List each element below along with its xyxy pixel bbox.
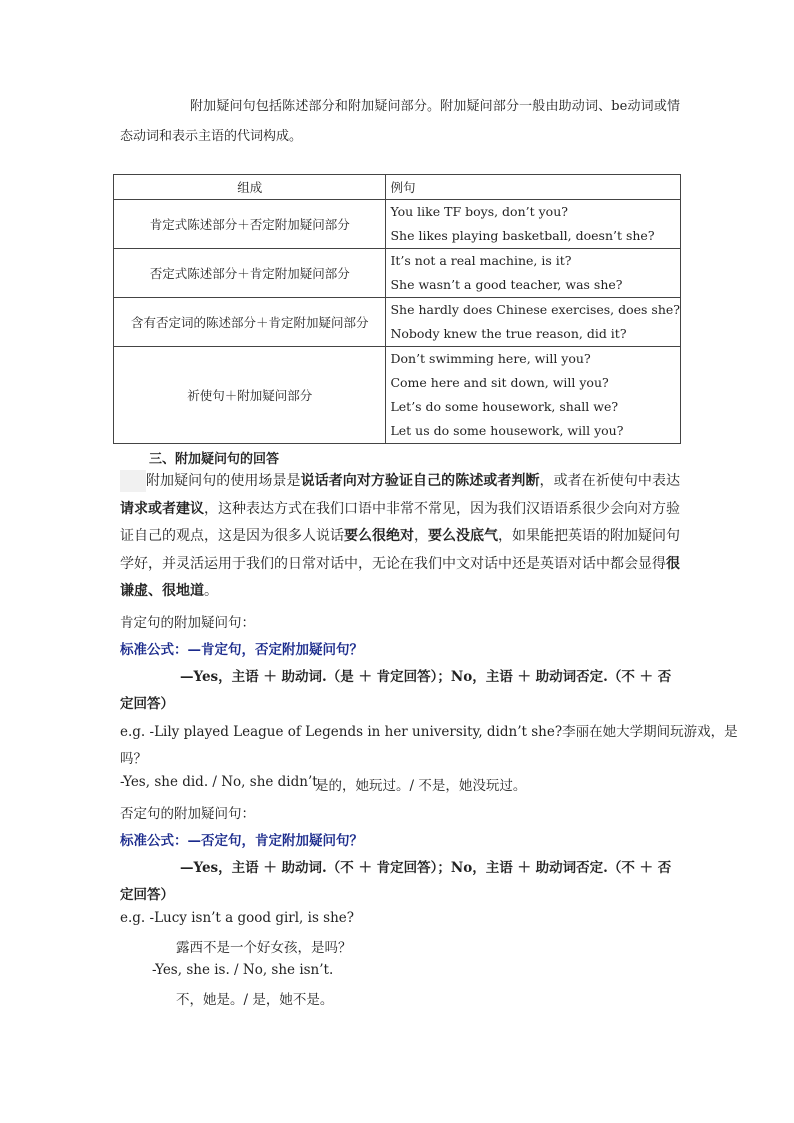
table-header-row — [114, 175, 681, 200]
header-composition: 组成 — [114, 175, 386, 200]
positive-example-cont: 吗？ — [120, 751, 147, 767]
para-text: ， — [414, 528, 428, 544]
para-emphasis: 说话者向对方验证自己的陈述或者判断 — [300, 473, 540, 489]
composition-cell: 祈使句＋附加疑问部分 — [114, 347, 386, 444]
table-row — [114, 200, 681, 249]
negative-reply-cn: 不，她是。/ 是，她不是。 — [176, 992, 334, 1008]
table-row — [114, 249, 681, 298]
example-sentence: Let us do some housework, will you? — [390, 423, 624, 438]
examples-cell — [386, 347, 681, 444]
examples-cell — [386, 200, 681, 249]
para-text: 。 — [204, 583, 218, 599]
table-row — [114, 298, 681, 347]
positive-answer-rule: —Yes，主语 ＋ 助动词.（是 ＋ 肯定回答）；No，主语 ＋ 助动词否定.（不 ＋ 否 — [180, 669, 672, 685]
example-sentence: It’s not a real machine, is it? — [390, 253, 572, 268]
negative-title: 否定句的附加疑问句： — [120, 806, 255, 822]
negative-example: e.g. -Lucy isn’t a good girl, is she? — [120, 910, 355, 926]
header-examples: 例句 — [386, 175, 681, 200]
para-emphasis: 要么没底气 — [428, 528, 498, 544]
positive-answer-rule-cont: 定回答） — [120, 696, 174, 712]
para-text: 附加疑问句的使用场景是 — [146, 473, 301, 489]
composition-cell: 肯定式陈述部分＋否定附加疑问部分 — [114, 200, 386, 249]
usage-paragraph — [120, 468, 680, 606]
negative-example-cn: 露西不是一个好女孩，是吗？ — [176, 940, 352, 956]
composition-cell: 否定式陈述部分＋肯定附加疑问部分 — [114, 249, 386, 298]
examples-cell — [386, 249, 681, 298]
positive-title: 肯定句的附加疑问句： — [120, 615, 255, 631]
examples-cell — [386, 298, 681, 347]
para-emphasis: 要么很绝对 — [344, 528, 414, 544]
example-sentence: You like TF boys, don’t you? — [390, 204, 568, 219]
section-heading: 三、附加疑问句的回答 — [149, 452, 280, 467]
para-text: ，这种表达方式在我们口语中非常不常见，因为我们汉语语系很少会向对方验证自己的观点，这是因为很多人说话 — [120, 500, 680, 544]
intro-paragraph: 附加疑问句包括陈述部分和附加疑问部分。附加疑问部分一般由助动词、be动词或情态动词和表示主语的代词构成。 — [120, 99, 680, 144]
table-row — [114, 347, 681, 444]
negative-formula: 标准公式：—否定句，肯定附加疑问句？ — [120, 833, 363, 849]
para-emphasis: 请求或者建议 — [120, 500, 204, 517]
negative-answer-rule: —Yes，主语 ＋ 助动词.（不 ＋ 肯定回答）；No，主语 ＋ 助动词否定.（不 ＋ 否 — [180, 860, 672, 876]
para-text: ，或者在祈使句中表达 — [539, 473, 681, 489]
negative-answer-rule-cont: 定回答） — [120, 887, 174, 903]
positive-formula: 标准公式：—肯定句，否定附加疑问句？ — [120, 642, 363, 658]
positive-reply-cn: 是的，她玩过。/ 不是，她没玩过。 — [315, 778, 527, 794]
para-emphasis: 很谦虚、很地道 — [120, 555, 680, 599]
example-sentence: She likes playing basketball, doesn’t she? — [390, 228, 655, 243]
example-sentence: Let’s do some housework, shall we? — [390, 399, 619, 414]
positive-reply-en: -Yes, she did. / No, she didn’t. — [120, 774, 322, 790]
composition-cell: 含有否定词的陈述部分＋肯定附加疑问部分 — [114, 298, 386, 347]
positive-example: e.g. -Lily played League of Legends in her university, didn’t she?李丽在她大学期间玩游戏，是 — [120, 724, 738, 740]
example-sentence: Come here and sit down, will you? — [390, 375, 609, 390]
structure-table — [113, 174, 681, 444]
example-sentence: She hardly does Chinese exercises, does she? — [390, 302, 680, 317]
negative-reply-en: -Yes, she is. / No, she isn’t. — [152, 962, 334, 978]
para-text: ，如果能把英语的附加疑问句学好，并灵活运用于我们的日常对话中，无论在我们中文对话中还是英语对话中都会显得 — [120, 528, 680, 572]
example-sentence: Don’t swimming here, will you? — [390, 351, 591, 366]
example-sentence: Nobody knew the true reason, did it? — [390, 326, 627, 341]
example-sentence: She wasn’t a good teacher, was she? — [390, 277, 623, 292]
